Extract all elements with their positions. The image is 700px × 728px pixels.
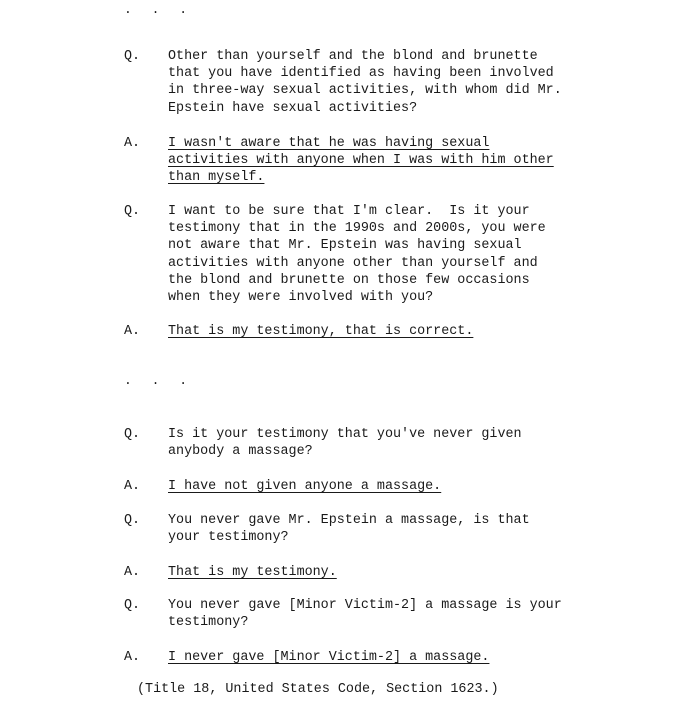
- answer-text: [168, 323, 628, 340]
- question-label: Q.: [124, 513, 141, 528]
- answer-label: A.: [124, 565, 141, 580]
- text-line: in three-way sexual activities, with whom did Mr.: [168, 83, 562, 99]
- ellipsis-middle: . . .: [124, 373, 194, 388]
- text-line: testimony that in the 1990s and 2000s, you were: [168, 221, 546, 237]
- text-line: Other than yourself and the blond and brunette: [168, 49, 538, 64]
- text-line: when they were involved with you?: [168, 290, 434, 306]
- question-text: [168, 512, 628, 546]
- text-line: anybody a massage?: [168, 444, 313, 460]
- question-text: [168, 48, 628, 117]
- text-line: the blond and brunette on those few occasions: [168, 272, 530, 288]
- text-line: Epstein have sexual activities?: [168, 100, 418, 116]
- question-label: Q.: [124, 598, 141, 613]
- text-line: I never gave [Minor Victim-2] a massage.: [168, 650, 490, 665]
- question-label: Q.: [124, 49, 141, 64]
- statute-citation: (Title 18, United States Code, Section 1623.): [137, 682, 499, 697]
- text-line: I want to be sure that I'm clear. Is it your: [168, 204, 530, 219]
- text-line: your testimony?: [168, 530, 289, 546]
- text-line: That is my testimony, that is correct.: [168, 324, 474, 339]
- text-line: You never gave Mr. Epstein a massage, is that: [168, 513, 530, 528]
- text-line: not aware that Mr. Epstein was having sexual: [168, 238, 522, 254]
- text-line: activities with anyone when I was with him other: [168, 153, 554, 169]
- answer-label: A.: [124, 650, 141, 665]
- text-line: I have not given anyone a massage.: [168, 479, 442, 494]
- question-text: [168, 203, 628, 306]
- answer-label: A.: [124, 324, 141, 339]
- text-line: than myself.: [168, 170, 265, 186]
- text-line: You never gave [Minor Victim-2] a massage is your: [168, 598, 562, 613]
- answer-label: A.: [124, 136, 141, 151]
- answer-label: A.: [124, 479, 141, 494]
- question-text: [168, 597, 628, 631]
- answer-text: [168, 564, 628, 581]
- text-line: testimony?: [168, 615, 249, 631]
- question-label: Q.: [124, 427, 141, 442]
- ellipsis-top: . . .: [124, 2, 194, 17]
- answer-text: [168, 478, 628, 495]
- question-text: [168, 426, 628, 460]
- text-line: I wasn't aware that he was having sexual: [168, 136, 490, 151]
- question-label: Q.: [124, 204, 141, 219]
- answer-text: [168, 135, 628, 187]
- text-line: that you have identified as having been involved: [168, 66, 554, 82]
- answer-text: [168, 649, 628, 666]
- text-line: Is it your testimony that you've never given: [168, 427, 522, 442]
- text-line: activities with anyone other than yourself and: [168, 255, 538, 271]
- text-line: That is my testimony.: [168, 565, 337, 580]
